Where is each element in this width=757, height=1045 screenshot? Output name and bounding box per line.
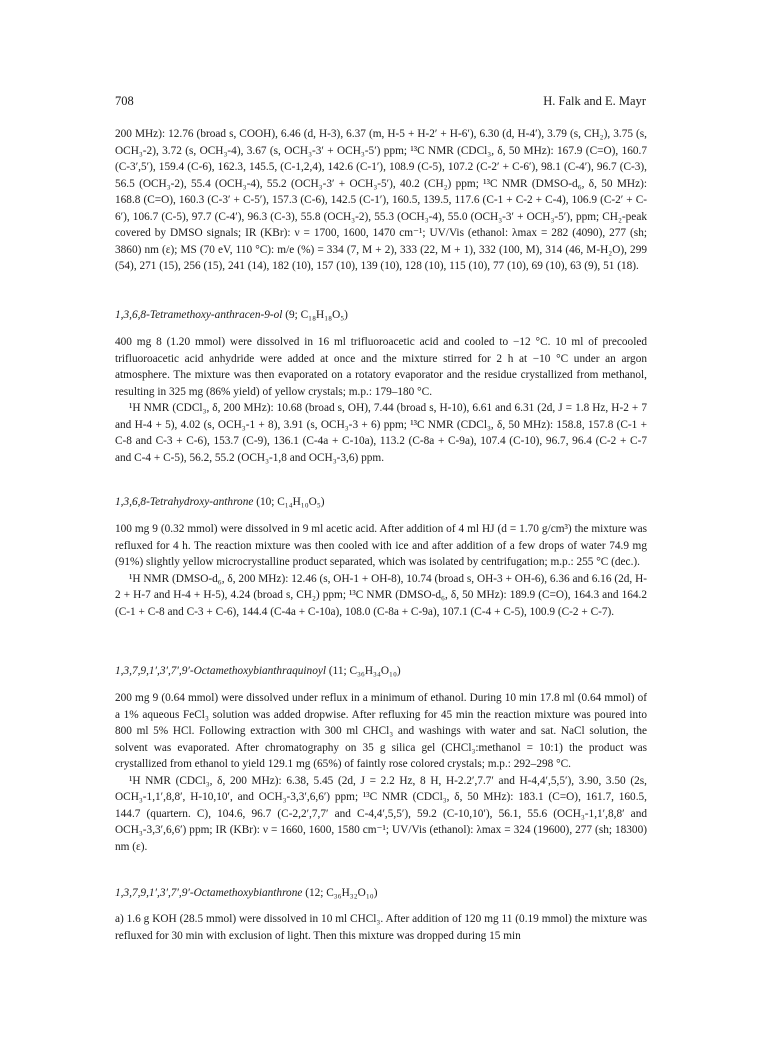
running-header <box>115 93 646 109</box>
procedure-paragraph: 100 mg 9 (0.32 mmol) were dissolved in 9 ml acetic acid. After addition of 4 ml HJ (d = 1.70 g/cm³) the mixture was refluxed for 4 h. The reaction mixture was then cooled with ice and after addition of a few drops of water 74.9 mg (91%) slightly yellow microcrystalline product separated, which was isolated by centrifugation; m.p.: 255 °C (dec.). <box>115 523 647 568</box>
section-heading <box>115 307 647 324</box>
section-compound-10-body <box>115 521 647 620</box>
compound-formula: (10; C₁₄H₁₀O₅) <box>256 496 325 508</box>
procedure-paragraph: a) 1.6 g KOH (28.5 mmol) were dissolved in 10 ml CHCl₃. After addition of 120 mg 11 (0.19 mmol) the mixture was refluxed for 30 min with exclusion of light. Then this mixture was dropped during 15 min <box>115 913 647 942</box>
section-title: 1,3,7,9,1′,3′,7′,9′-Octamethoxybianthraquinoyl <box>115 665 327 677</box>
compound-formula: (9; C₁₈H₁₈O₅) <box>285 309 348 321</box>
section-compound-11-body <box>115 690 647 855</box>
section-title: 1,3,6,8-Tetramethoxy-anthracen-9-ol <box>115 309 283 321</box>
intro-paragraph-block <box>115 126 647 275</box>
section-compound-11 <box>115 663 647 680</box>
procedure-paragraph: 400 mg 8 (1.20 mmol) were dissolved in 16 ml trifluoroacetic acid and cooled to −12 °C. 10 ml of precooled trifluoroacetic acid anhydride were added at once and the mixture stirred for 2 h at −10 °C under an argon atmosphere. The mixture was then evaporated on a rotatory evaporator and the residue crystallized from methanol, resulting in 325 mg (86% yield) of yellow crystals; m.p.: 179–180 °C. <box>115 336 647 398</box>
running-authors: H. Falk and E. Mayr <box>543 94 646 108</box>
section-compound-9-body <box>115 334 647 466</box>
intro-paragraph: 200 MHz): 12.76 (broad s, COOH), 6.46 (d, H-3), 6.37 (m, H-5 + H-2′ + H-6′), 6.30 (d, H-4′), 3.79 (s, CH₂), 3.75 (s, OCH₃-2), 3.72 (s, OCH₃-4), 3.67 (s, OCH₃-3′ + OCH₃-5′) ppm; ¹³C NMR (CDCl₃, δ, 50 MHz): 167.9 (C=O), 160.7 (C-3′,5′), 159.4 (C-6), 162.3, 145.5, (C-1,2,4), 142.6 (C-1′), 108.9 (C-5), 107.2 (C-2′ + C-6′), 98.1 (C-4′), 96.7 (C-3), 56.5 (OCH₃-2), 55.4 (OCH₃-4), 55.2 (OCH₃-3′ + OCH₃-5′), 40.2 (CH₂) ppm; ¹³C NMR (DMSO-d₆, δ, 50 MHz): 168.8 (C=O), 160.3 (C-3′ + C-5′), 157.3 (C-6), 142.5 (C-1′), 160.5, 139.5, 117.6 (C-1 + C-2 + C-4), 106.9 (C-2′ + C-6′), 106.7 (C-5), 97.7 (C-4′), 96.3 (C-3), 55.8 (OCH₃-2), 55.3 (OCH₃-4), 55.0 (OCH₃-3′ + OCH₃-5′), ppm; CH₂-peak covered by DMSO signals; IR (KBr): ν = 1700, 1600, 1470 cm⁻¹; UV/Vis (ethanol: λmax = 282 (4090), 277 (sh; 3860) nm (ε); MS (70 eV, 110 °C): m/e (%) = 334 (7, M + 2), 333 (22, M + 1), 332 (100, M), 314 (46, M-H₂O), 299 (54), 271 (15), 256 (15), 241 (14), 182 (10), 157 (10), 139 (10), 128 (10), 115 (10), 77 (10), 69 (10), 63 (9), 51 (18). <box>115 128 647 272</box>
nmr-paragraph: ¹H NMR (DMSO-d₆, δ, 200 MHz): 12.46 (s, OH-1 + OH-8), 10.74 (broad s, OH-3 + OH-6), 6.36 and 6.16 (2d, H-2 + H-7 and H-4 + H-5), 4.24 (broad s, CH₂) ppm; ¹³C NMR (DMSO-d₆, δ, 50 MHz): 189.9 (C=O), 164.3 and 164.2 (C-1 + C-8 and C-3 + C-6), 144.4 (C-4a + C-10a), 108.0 (C-8a + C-9a), 107.1 (C-4 + C-5), 100.9 (C-2 + C-7). <box>115 572 647 618</box>
section-heading <box>115 494 647 511</box>
section-title: 1,3,6,8-Tetrahydroxy-anthrone <box>115 496 254 508</box>
compound-formula: (11; C₃₆H₃₄O₁₀) <box>328 665 401 677</box>
section-compound-12 <box>115 885 647 902</box>
page-number: 708 <box>115 94 134 108</box>
section-compound-12-body <box>115 911 647 944</box>
nmr-paragraph: ¹H NMR (CDCl₃, δ, 200 MHz): 6.38, 5.45 (2d, J = 2.2 Hz, 8 H, H-2.2′,7.7′ and H-4,4′,5,5′), 3.90, 3.50 (2s, OCH₃-1,1′,8,8′, H-10,10′, and OCH₃-3,3′,6,6′) ppm; ¹³C NMR (CDCl₃, δ, 50 MHz): 183.1 (C=O), 161.7, 160.5, 144.7 (quartern. C), 104.6, 96.7 (C-2,2′,7,7′ and C-4,4′,5,5′), 59.2 (C-10,10′), 56.1, 55.6 (OCH₃-1,1′,8,8′ and OCH₃-3,3′,6,6′) ppm; IR (KBr): ν = 1660, 1600, 1580 cm⁻¹; UV/Vis (ethanol): λmax = 324 (19600), 277 (sh; 18300) nm (ε). <box>115 774 647 853</box>
section-compound-9 <box>115 307 647 324</box>
section-title: 1,3,7,9,1′,3′,7′,9′-Octamethoxybianthrone <box>115 887 303 899</box>
nmr-paragraph: ¹H NMR (CDCl₃, δ, 200 MHz): 10.68 (broad s, OH), 7.44 (broad s, H-10), 6.61 and 6.31 (2d, J = 1.8 Hz, H-2 + 7 and H-4 + 5), 4.02 (s, OCH₃-1 + 8), 3.91 (s, OCH₃-3 + 6) ppm; ¹³C NMR (CDCl₃, δ, 50 MHz): 158.8, 157.8 (C-1 + C-8 and C-3 + C-6), 153.7 (C-9), 136.1 (C-4a + C-10a), 113.2 (C-8a + C-9a), 107.4 (C-10), 96.7, 96.4 (C-2 + C-7 and C-4 + C-5), 56.2, 55.2 (OCH₃-1,8 and OCH₃-3,6) ppm. <box>115 402 647 464</box>
compound-formula: (12; C₃₆H₃₂O₁₀) <box>305 887 378 899</box>
procedure-paragraph: 200 mg 9 (0.64 mmol) were dissolved under reflux in a minimum of ethanol. During 10 min 17.8 ml (0.64 mmol) of a 1% aqueous FeCl₃ solution was added dropwise. After refluxing for 45 min the reaction mixture was poured into 800 ml 5% HCl. Following extraction with 300 ml CHCl₃ and washings with water and sat. NaCl solution, the solvent was evaporated. After chromatography on 35 g silica gel (CHCl₃:methanol = 10:1) the product was crystallized from ethanol to yield 129.1 mg (65%) of faintly rose colored crystals; m.p.: 292–298 °C. <box>115 692 647 770</box>
section-heading <box>115 885 647 902</box>
section-compound-10 <box>115 494 647 511</box>
section-heading <box>115 663 647 680</box>
